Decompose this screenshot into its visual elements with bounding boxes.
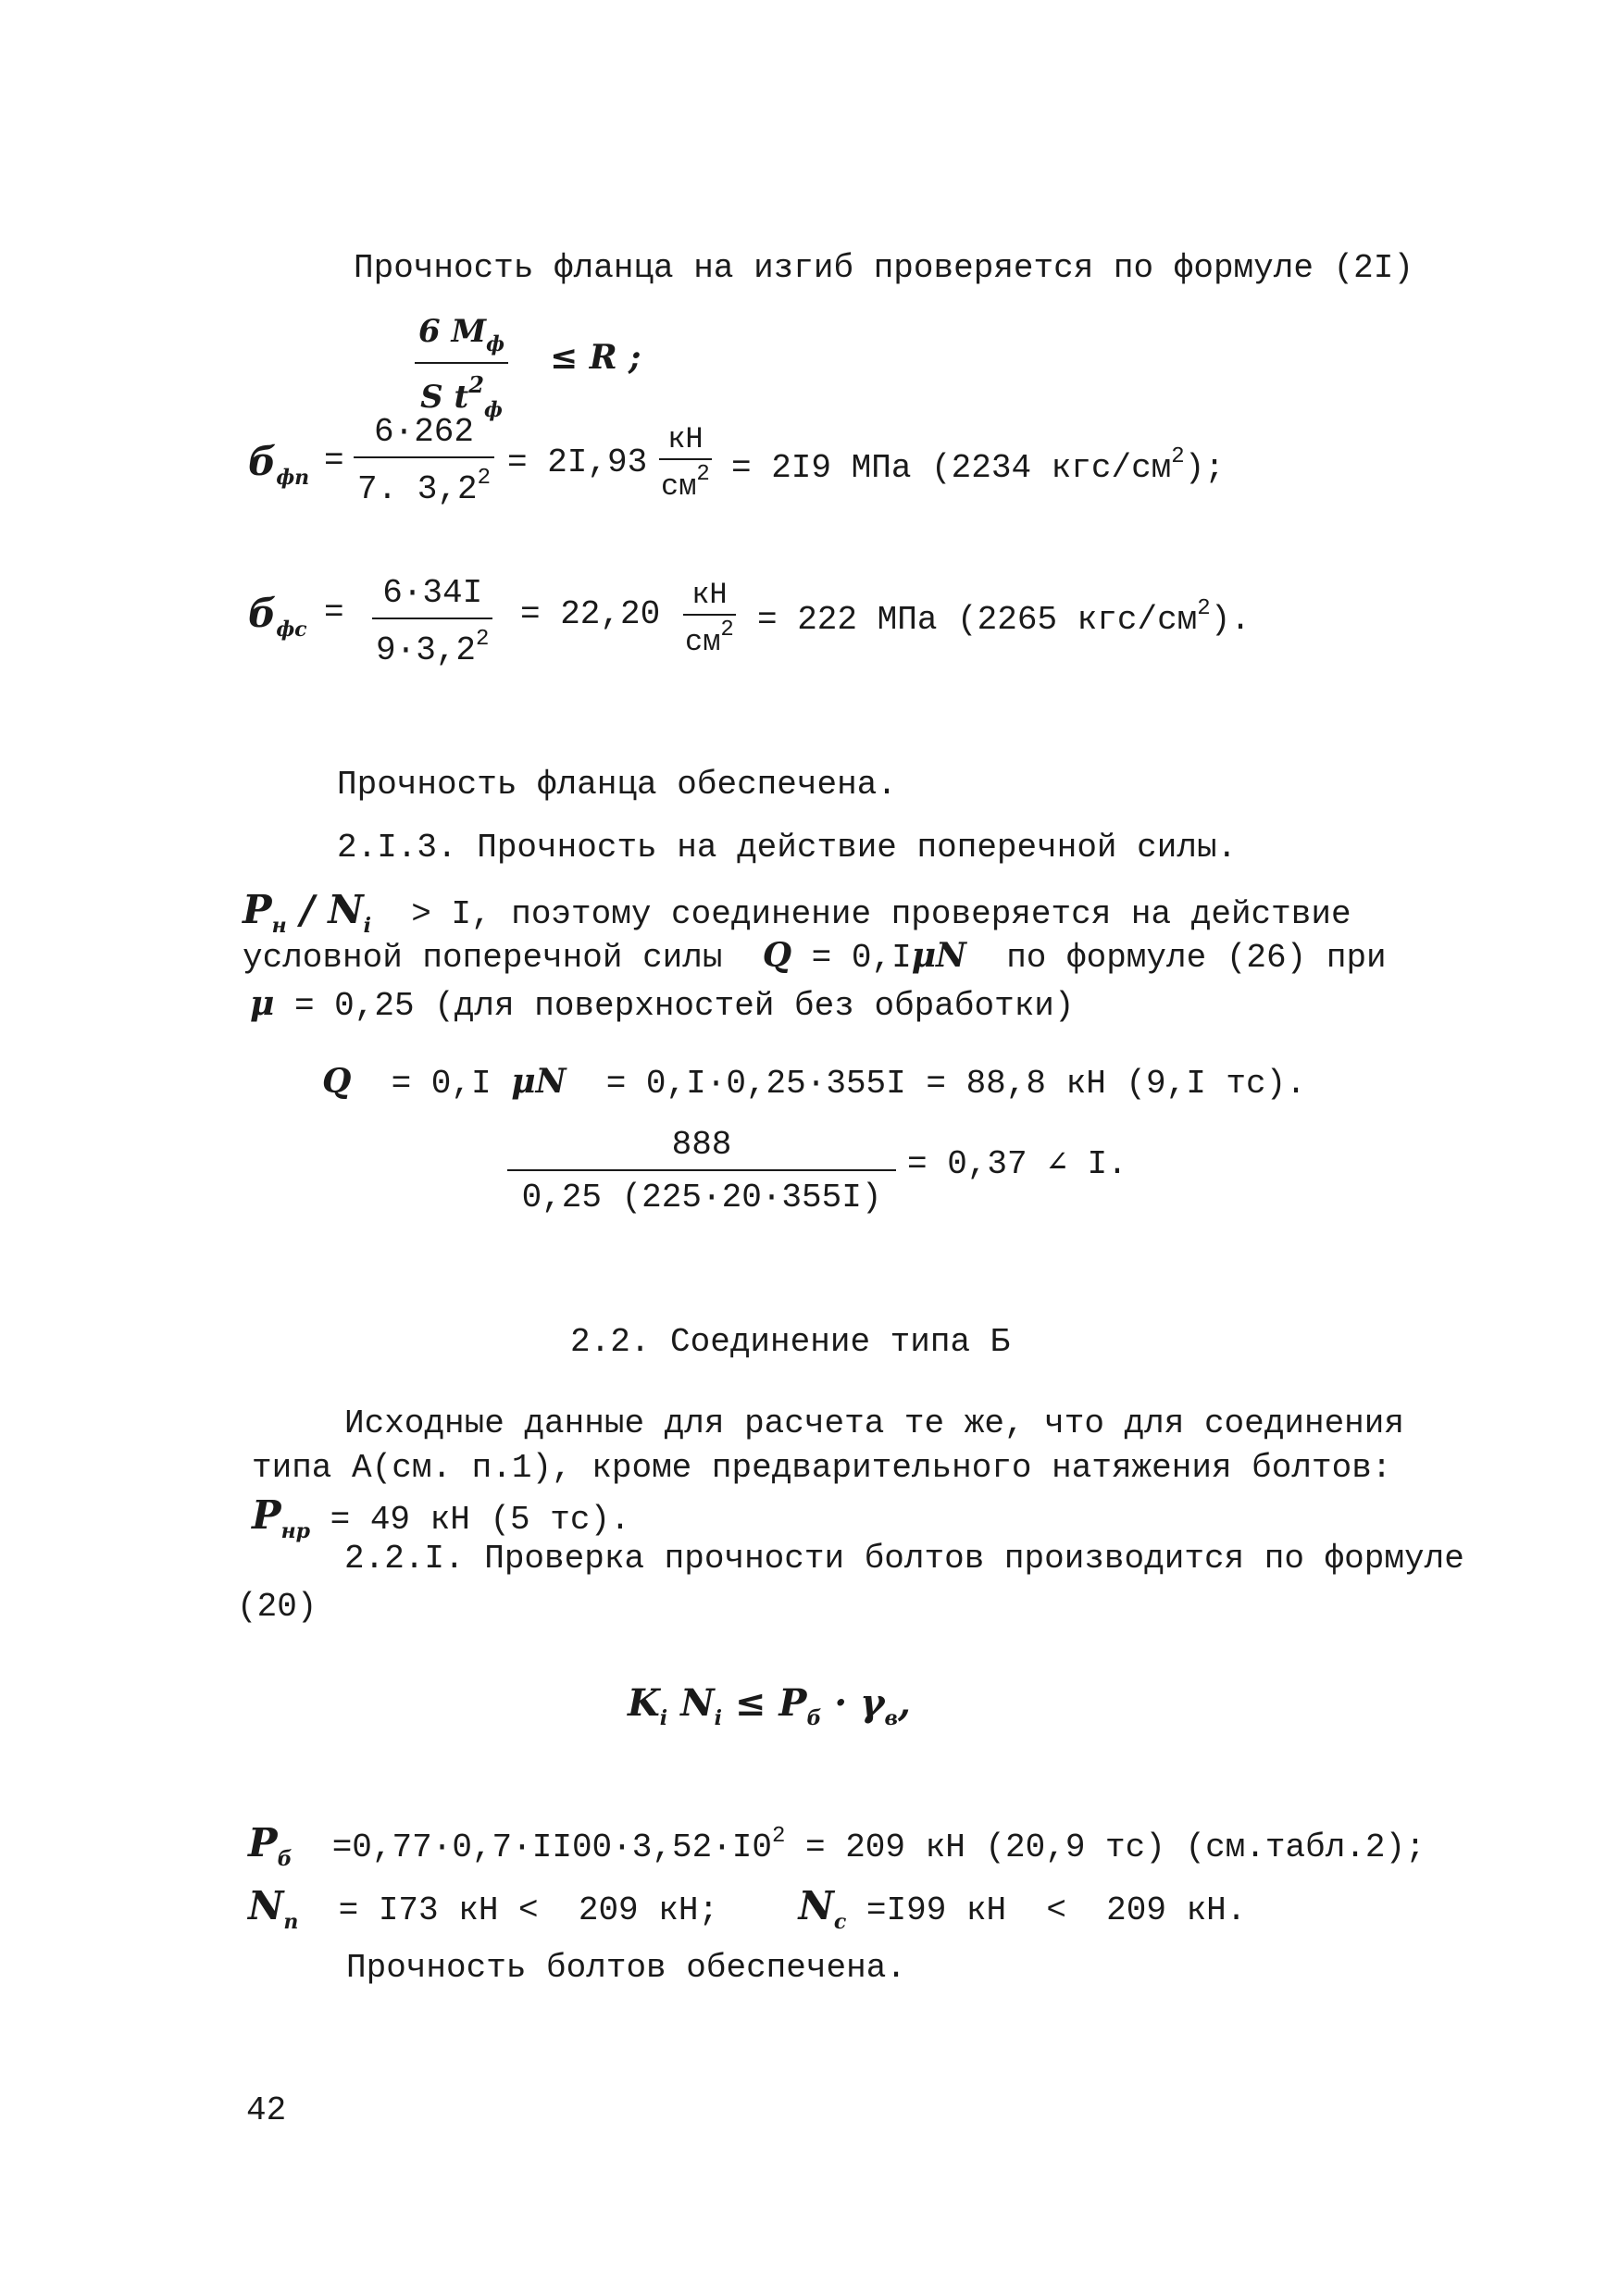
sigma-fp-tail-end: ); (1184, 449, 1225, 487)
sigma-fp-tail-text: = 2I9 МПа (2234 кгс/см (731, 449, 1172, 487)
cond-rest-text: > I, поэтому соединение проверяется на действие (411, 895, 1351, 933)
sigma-fp-letter: б (248, 439, 277, 484)
check-k-sub: i (659, 1706, 668, 1730)
mu-symbol: μ (250, 984, 275, 1023)
check-le: ≤ (734, 1681, 766, 1725)
check-end: , (898, 1681, 911, 1725)
sigma-fp-sub: фп (276, 466, 310, 490)
np-sub: п (283, 1910, 299, 1934)
cond-p-sub: н (271, 914, 287, 938)
sigma-fp-unit (659, 422, 712, 504)
q-calc-text-b: = 0,I·0,25·355I = 88,8 кН (9,I тс). (605, 1065, 1306, 1103)
shear-line-q: Q (762, 936, 792, 975)
np-symbol: N (248, 1883, 284, 1928)
check-n-sub: i (714, 1706, 722, 1730)
ratio-fraction (507, 1126, 896, 1217)
section-2-2-1-heading: 2.2.I. Проверка прочности болтов производится по формуле (344, 1540, 1464, 1578)
sigma-fc-eq: = (324, 593, 344, 631)
criterion-denominator-sup: 2 (468, 371, 484, 398)
check-p: P (778, 1681, 807, 1725)
bolt-check-formula (628, 1681, 911, 1730)
mu-line (250, 984, 1075, 1025)
sigma-fp-denominator: 7. 3,2 (357, 470, 478, 508)
sigma-fp-denominator-sup: 2 (477, 466, 492, 491)
q-calc-text-a: = 0,I (391, 1065, 492, 1103)
shear-line-text-b: = 0,I (811, 939, 912, 977)
check-k: K (628, 1681, 660, 1725)
sigma-fc-result: = 22,20 (520, 595, 661, 633)
shear-line-mun: μN (911, 936, 966, 975)
sigma-fp-fraction (354, 413, 494, 508)
criterion-denominator-sub: ф (483, 398, 503, 422)
sigma-fc-symbol (248, 591, 307, 642)
criterion-relation: ≤ R ; (550, 338, 641, 377)
nn-nc-line (248, 1883, 1247, 1934)
criterion-fraction (415, 313, 508, 422)
condition-line: $P_н / N_i > I$, поэтому соединение проверяется на действие (243, 887, 1351, 938)
q-calc-symbol: Q (322, 1062, 352, 1101)
sigma-fc-tail-end: ). (1210, 601, 1251, 639)
pb-rest-text: =0,77·0,7·II00·3,52·I0 (331, 1828, 772, 1866)
nc-sub: с (833, 1910, 847, 1934)
page-number: 42 (246, 2091, 287, 2129)
pnp-line (252, 1492, 630, 1543)
ratio-denominator: 0,25 (225·20·355I) (507, 1169, 896, 1217)
intro-flange-text: Прочность фланца на изгиб проверяется по формуле (2I) (354, 249, 1414, 287)
pnp-sub: нр (280, 1519, 311, 1543)
sigma-fc-tail (757, 598, 1251, 637)
pnp-rest-text: = 49 кН (5 тс). (330, 1501, 630, 1539)
check-gamma-sub: в (884, 1706, 898, 1730)
pb-tail-text: = 209 кН (20,9 тс) (см.табл.2); (805, 1828, 1426, 1866)
criterion-numerator-sub: ф (486, 332, 504, 356)
sigma-fc-tail-sup: 2 (1197, 596, 1211, 621)
cond-p-symbol: P (243, 887, 272, 932)
para-b-line-2: типа А(см. п.1), кроме предварительного натяжения болтов: (252, 1449, 1392, 1487)
criterion-denominator: S t (420, 379, 469, 416)
pnp-symbol: P (252, 1492, 281, 1538)
sigma-fp-symbol (248, 439, 310, 490)
sigma-fp-tail (731, 446, 1225, 485)
sigma-fc-unit-num: кН (691, 578, 728, 612)
sigma-fp-eq: = (324, 442, 344, 480)
pb-sub: б (277, 1847, 293, 1871)
q-calc-mun: μN (511, 1062, 567, 1101)
sigma-fp-result: = 2I,93 (507, 443, 648, 481)
sigma-fp-tail-sup: 2 (1171, 444, 1185, 469)
sigma-fp-numerator: 6·262 (374, 413, 475, 451)
shear-line-text-c: по формуле (26) при (1006, 939, 1387, 977)
sigma-fp-unit-den-sup: 2 (696, 462, 710, 487)
sigma-fc-unit-den-sup: 2 (720, 618, 734, 643)
sigma-fc-fraction (372, 574, 492, 669)
sigma-fc-sub: фс (276, 618, 307, 642)
sigma-fc-numerator: 6·34I (382, 574, 483, 612)
sigma-fp-unit-num: кН (667, 422, 704, 456)
q-calc-line (322, 1062, 1306, 1103)
section-2-1-3-heading: 2.I.3. Прочность на действие поперечной силы. (337, 829, 1238, 867)
para-b-line-1: Исходные данные для расчета те же, что для соединения (344, 1404, 1404, 1442)
bolts-ok-text: Прочность болтов обеспечена. (346, 1949, 906, 1987)
sigma-fc-unit (683, 578, 736, 659)
pb-symbol: P (248, 1820, 278, 1866)
mu-rest-text: = 0,25 (для поверхностей без обработки) (293, 987, 1075, 1025)
sigma-fc-denominator-sup: 2 (476, 627, 490, 652)
cond-n-sub: i (363, 914, 371, 938)
check-gamma: · γ (834, 1681, 885, 1725)
ratio-result: = 0,37 ∠ I. (907, 1145, 1127, 1183)
section-2-2-heading: 2.2. Соединение типа Б (570, 1323, 1011, 1361)
sigma-fp-unit-den: см (661, 469, 697, 504)
nc-rest-text: =I99 кН < 209 кН. (866, 1891, 1247, 1929)
cond-n-symbol: N (328, 887, 364, 932)
section-2-2-1-cont: (20) (237, 1588, 318, 1626)
sigma-fc-unit-den: см (685, 625, 721, 659)
ratio-numerator: 888 (671, 1126, 732, 1164)
shear-force-line (243, 936, 1387, 977)
sigma-fc-denominator: 9·3,2 (376, 631, 477, 669)
sigma-fc-letter: б (248, 591, 277, 636)
nc-symbol: N (798, 1883, 834, 1928)
flange-ok-text: Прочность фланца обеспечена. (337, 766, 897, 804)
shear-line-text-a: условной поперечной силы (243, 939, 723, 977)
pb-sup: 2 (771, 1824, 786, 1849)
pb-line (248, 1820, 1426, 1871)
sigma-fc-tail-text: = 222 МПа (2265 кгс/см (757, 601, 1198, 639)
np-rest-text: = I73 кН < 209 кН; (338, 1891, 719, 1929)
check-p-sub: б (806, 1706, 822, 1730)
criterion-numerator: 6 M (418, 313, 487, 350)
check-n: N (680, 1681, 715, 1725)
